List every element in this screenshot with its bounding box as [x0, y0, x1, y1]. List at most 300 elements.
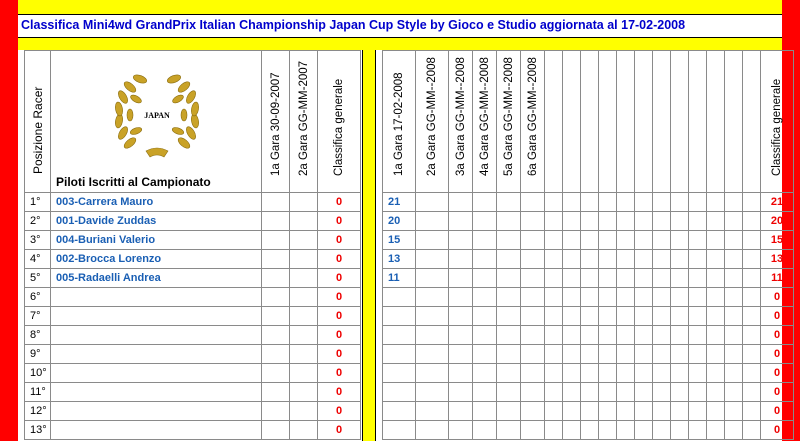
race-cell	[521, 307, 545, 326]
race-cell	[262, 288, 290, 307]
table-row	[25, 421, 361, 440]
race-cell	[497, 193, 521, 212]
race-cell	[725, 421, 743, 440]
race-score-cell: 13	[383, 250, 416, 269]
race-cell	[521, 326, 545, 345]
empty-header-cell	[599, 51, 617, 193]
race-cell	[689, 383, 707, 402]
race-cell	[497, 307, 521, 326]
empty-header-cell	[653, 51, 671, 193]
race-cell	[689, 288, 707, 307]
race-cell	[290, 231, 318, 250]
race-cell	[653, 269, 671, 288]
race-cell	[617, 269, 635, 288]
race-cell	[545, 421, 563, 440]
total-cell: 0	[761, 345, 794, 364]
race-cell	[743, 212, 761, 231]
race-cell	[473, 231, 497, 250]
total-cell: 0	[318, 269, 361, 288]
pilot-name-cell	[51, 288, 262, 307]
race-cell	[725, 326, 743, 345]
race-cell	[617, 288, 635, 307]
empty-header-cell	[743, 51, 761, 193]
race-cell	[653, 345, 671, 364]
race-cell	[689, 345, 707, 364]
race-cell	[473, 250, 497, 269]
race-cell	[497, 326, 521, 345]
race-cell	[581, 288, 599, 307]
empty-header-cell	[563, 51, 581, 193]
race-cell	[653, 421, 671, 440]
race-cell	[599, 421, 617, 440]
position-cell: 13°	[25, 421, 51, 440]
race-cell	[743, 364, 761, 383]
race-cell	[581, 307, 599, 326]
race-cell	[599, 383, 617, 402]
total-header: Classifica generale	[333, 78, 345, 176]
total-cell: 0	[318, 193, 361, 212]
race-cell	[563, 307, 581, 326]
race-cell	[635, 421, 653, 440]
race-score-cell	[383, 288, 416, 307]
race-cell	[743, 383, 761, 402]
race-cell	[581, 383, 599, 402]
race-cell	[416, 402, 449, 421]
left-red-border	[0, 0, 18, 441]
race-cell	[707, 231, 725, 250]
race-cell	[617, 193, 635, 212]
race-cell	[581, 212, 599, 231]
race-cell	[599, 402, 617, 421]
race-cell	[653, 193, 671, 212]
race-cell	[449, 231, 473, 250]
total-cell: 0	[318, 383, 361, 402]
race-cell	[707, 383, 725, 402]
race-header-cell	[383, 51, 416, 193]
race-cell	[262, 402, 290, 421]
race-score-cell	[383, 364, 416, 383]
race-cell	[635, 193, 653, 212]
race-header: 3a Gara GG-MM--2008	[454, 57, 467, 176]
race-cell	[599, 231, 617, 250]
race-cell	[497, 383, 521, 402]
race-cell	[262, 307, 290, 326]
race-cell	[725, 193, 743, 212]
race-cell	[521, 269, 545, 288]
total-cell: 0	[318, 402, 361, 421]
race-cell	[545, 364, 563, 383]
race-header-cell	[497, 51, 521, 193]
race-cell	[290, 345, 318, 364]
laurel-wreath-icon	[106, 65, 208, 167]
race-header-cell	[521, 51, 545, 193]
race-cell	[416, 345, 449, 364]
race-cell	[473, 212, 497, 231]
race-cell	[563, 421, 581, 440]
total-cell: 21	[761, 193, 794, 212]
race-cell	[545, 402, 563, 421]
table-row	[383, 345, 794, 364]
race-cell	[262, 345, 290, 364]
total-cell: 0	[318, 212, 361, 231]
race-cell	[563, 288, 581, 307]
race-cell	[497, 212, 521, 231]
race-cell	[449, 383, 473, 402]
race-cell	[262, 231, 290, 250]
pilot-name-cell	[51, 345, 262, 364]
pilot-name-cell	[51, 307, 262, 326]
race-cell	[617, 383, 635, 402]
race-cell	[707, 402, 725, 421]
race-cell	[449, 402, 473, 421]
race-cell	[707, 250, 725, 269]
race-cell	[449, 193, 473, 212]
race-cell	[743, 326, 761, 345]
race-cell	[635, 307, 653, 326]
race-cell	[497, 421, 521, 440]
table-row	[383, 364, 794, 383]
race-cell	[521, 193, 545, 212]
race-cell	[581, 364, 599, 383]
total-cell: 0	[318, 326, 361, 345]
race-cell	[290, 307, 318, 326]
total-cell: 0	[761, 364, 794, 383]
race-cell	[653, 231, 671, 250]
race-cell	[725, 269, 743, 288]
race-cell	[581, 269, 599, 288]
race-cell	[671, 193, 689, 212]
table-row	[25, 231, 361, 250]
table-row	[25, 307, 361, 326]
total-cell: 0	[318, 307, 361, 326]
total-cell: 11	[761, 269, 794, 288]
race-cell	[262, 364, 290, 383]
race-cell	[563, 402, 581, 421]
logo-text: JAPAN	[144, 111, 170, 120]
header-yellow-band	[18, 38, 782, 50]
race-cell	[545, 212, 563, 231]
race-cell	[416, 250, 449, 269]
table-row	[383, 250, 794, 269]
race-cell	[563, 212, 581, 231]
race-cell	[617, 307, 635, 326]
race-cell	[521, 402, 545, 421]
position-cell: 12°	[25, 402, 51, 421]
total-header-cell	[761, 51, 794, 193]
race-cell	[473, 345, 497, 364]
race-cell	[635, 231, 653, 250]
race-cell	[497, 288, 521, 307]
race-cell	[635, 269, 653, 288]
empty-header-cell	[707, 51, 725, 193]
table-row	[383, 231, 794, 250]
pilot-name-cell: 005-Radaelli Andrea	[51, 269, 262, 288]
race-cell	[707, 345, 725, 364]
race-cell	[545, 307, 563, 326]
total-cell: 0	[318, 288, 361, 307]
race-cell	[671, 364, 689, 383]
race-cell	[653, 307, 671, 326]
race-cell	[743, 288, 761, 307]
race-cell	[671, 288, 689, 307]
table-row	[383, 193, 794, 212]
empty-header-cell	[545, 51, 563, 193]
position-cell: 5°	[25, 269, 51, 288]
race-cell	[653, 364, 671, 383]
race-cell	[707, 193, 725, 212]
race-cell	[449, 345, 473, 364]
race-header-cell	[262, 51, 290, 193]
race-cell	[671, 269, 689, 288]
empty-header-cell	[635, 51, 653, 193]
position-cell: 8°	[25, 326, 51, 345]
position-cell: 4°	[25, 250, 51, 269]
race-cell	[473, 326, 497, 345]
race-cell	[617, 402, 635, 421]
race-cell	[290, 326, 318, 345]
race-cell	[707, 212, 725, 231]
race-cell	[671, 250, 689, 269]
total-cell: 20	[761, 212, 794, 231]
total-header: Classifica generale	[771, 78, 783, 176]
table-row	[383, 326, 794, 345]
race-cell	[725, 307, 743, 326]
race-cell	[581, 421, 599, 440]
pilots-header: Piloti Iscritti al Campionato	[56, 175, 211, 189]
race-cell	[521, 250, 545, 269]
race-cell	[635, 288, 653, 307]
race-cell	[545, 193, 563, 212]
pilot-name-cell: 001-Davide Zuddas	[51, 212, 262, 231]
race-cell	[563, 326, 581, 345]
race-cell	[563, 231, 581, 250]
race-score-cell: 15	[383, 231, 416, 250]
race-cell	[449, 307, 473, 326]
empty-header-cell	[581, 51, 599, 193]
race-cell	[671, 212, 689, 231]
race-cell	[689, 326, 707, 345]
table-row	[25, 364, 361, 383]
table-row	[383, 269, 794, 288]
race-header-cell	[290, 51, 318, 193]
race-cell	[473, 402, 497, 421]
race-cell	[725, 364, 743, 383]
empty-header-cell	[725, 51, 743, 193]
race-cell	[262, 421, 290, 440]
race-cell	[599, 212, 617, 231]
race-cell	[290, 212, 318, 231]
table-row	[25, 345, 361, 364]
race-cell	[707, 269, 725, 288]
race-cell	[635, 326, 653, 345]
race-cell	[473, 269, 497, 288]
pilot-name-cell: 004-Buriani Valerio	[51, 231, 262, 250]
race-header: 2a Gara GG-MM--2008	[426, 57, 438, 176]
race-cell	[599, 345, 617, 364]
race-cell	[653, 402, 671, 421]
table-row	[25, 288, 361, 307]
race-cell	[725, 231, 743, 250]
race-cell	[635, 212, 653, 231]
race-cell	[689, 364, 707, 383]
race-cell	[290, 383, 318, 402]
pilot-name-cell	[51, 326, 262, 345]
race-cell	[617, 231, 635, 250]
race-cell	[521, 212, 545, 231]
race-cell	[581, 402, 599, 421]
position-header-cell	[25, 51, 51, 193]
total-cell: 0	[318, 231, 361, 250]
race-cell	[545, 250, 563, 269]
table-row	[383, 402, 794, 421]
race-cell	[473, 288, 497, 307]
empty-header-cell	[617, 51, 635, 193]
race-cell	[743, 231, 761, 250]
race-cell	[449, 269, 473, 288]
left-standings-table	[24, 50, 361, 440]
race-cell	[449, 288, 473, 307]
race-cell	[262, 193, 290, 212]
empty-header-cell	[671, 51, 689, 193]
total-cell: 0	[318, 421, 361, 440]
total-cell: 0	[318, 364, 361, 383]
race-cell	[653, 250, 671, 269]
table-row	[25, 383, 361, 402]
race-header-cell	[449, 51, 473, 193]
race-cell	[416, 193, 449, 212]
race-cell	[671, 231, 689, 250]
race-cell	[563, 345, 581, 364]
race-cell	[497, 402, 521, 421]
race-cell	[743, 345, 761, 364]
race-cell	[521, 345, 545, 364]
race-cell	[416, 212, 449, 231]
race-score-cell	[383, 307, 416, 326]
table-row	[25, 326, 361, 345]
race-cell	[416, 364, 449, 383]
race-cell	[545, 383, 563, 402]
race-cell	[449, 326, 473, 345]
race-cell	[743, 193, 761, 212]
position-cell: 2°	[25, 212, 51, 231]
position-cell: 9°	[25, 345, 51, 364]
total-cell: 0	[761, 288, 794, 307]
race-cell	[743, 402, 761, 421]
race-cell	[416, 269, 449, 288]
race-cell	[581, 250, 599, 269]
table-row	[25, 250, 361, 269]
race-cell	[689, 402, 707, 421]
race-cell	[599, 250, 617, 269]
race-cell	[473, 307, 497, 326]
position-cell: 11°	[25, 383, 51, 402]
race-cell	[635, 345, 653, 364]
race-cell	[521, 383, 545, 402]
race-cell	[581, 326, 599, 345]
position-cell: 7°	[25, 307, 51, 326]
race-cell	[497, 250, 521, 269]
race-cell	[599, 269, 617, 288]
race-cell	[653, 326, 671, 345]
pilot-name-cell: 003-Carrera Mauro	[51, 193, 262, 212]
race-header-cell	[416, 51, 449, 193]
race-cell	[743, 269, 761, 288]
race-cell	[290, 193, 318, 212]
position-cell: 1°	[25, 193, 51, 212]
total-header-cell	[318, 51, 361, 193]
race-cell	[545, 345, 563, 364]
race-cell	[416, 383, 449, 402]
race-cell	[290, 288, 318, 307]
race-cell	[725, 288, 743, 307]
top-yellow-band	[18, 0, 782, 14]
race-cell	[617, 421, 635, 440]
race-cell	[581, 231, 599, 250]
race-cell	[262, 250, 290, 269]
race-cell	[497, 231, 521, 250]
race-cell	[689, 193, 707, 212]
race-cell	[521, 231, 545, 250]
table-row	[25, 212, 361, 231]
position-cell: 6°	[25, 288, 51, 307]
race-cell	[653, 383, 671, 402]
total-cell: 0	[761, 402, 794, 421]
race-score-cell	[383, 326, 416, 345]
race-cell	[617, 250, 635, 269]
race-cell	[689, 250, 707, 269]
race-header: 1a Gara 30-09-2007	[269, 72, 282, 176]
race-cell	[473, 421, 497, 440]
race-cell	[416, 231, 449, 250]
race-cell	[563, 193, 581, 212]
race-cell	[563, 250, 581, 269]
race-cell	[617, 345, 635, 364]
race-cell	[497, 269, 521, 288]
total-cell: 0	[761, 421, 794, 440]
race-cell	[563, 269, 581, 288]
race-score-cell: 11	[383, 269, 416, 288]
table-row	[25, 269, 361, 288]
race-cell	[599, 193, 617, 212]
race-cell	[743, 250, 761, 269]
title-bar	[18, 14, 782, 38]
table-row	[383, 421, 794, 440]
race-cell	[545, 231, 563, 250]
pilot-name-cell	[51, 402, 262, 421]
race-cell	[262, 269, 290, 288]
race-header: 2a Gara GG-MM-2007	[297, 60, 310, 176]
race-cell	[707, 288, 725, 307]
race-cell	[290, 269, 318, 288]
race-cell	[725, 212, 743, 231]
race-cell	[290, 364, 318, 383]
race-score-cell	[383, 402, 416, 421]
race-cell	[545, 326, 563, 345]
race-cell	[689, 231, 707, 250]
pilots-header-cell	[51, 51, 262, 193]
total-cell: 0	[761, 326, 794, 345]
race-cell	[449, 364, 473, 383]
race-cell	[473, 364, 497, 383]
race-cell	[725, 250, 743, 269]
total-cell: 0	[318, 250, 361, 269]
race-cell	[416, 421, 449, 440]
race-cell	[416, 307, 449, 326]
race-cell	[290, 402, 318, 421]
race-cell	[635, 383, 653, 402]
race-score-cell	[383, 383, 416, 402]
total-cell: 15	[761, 231, 794, 250]
